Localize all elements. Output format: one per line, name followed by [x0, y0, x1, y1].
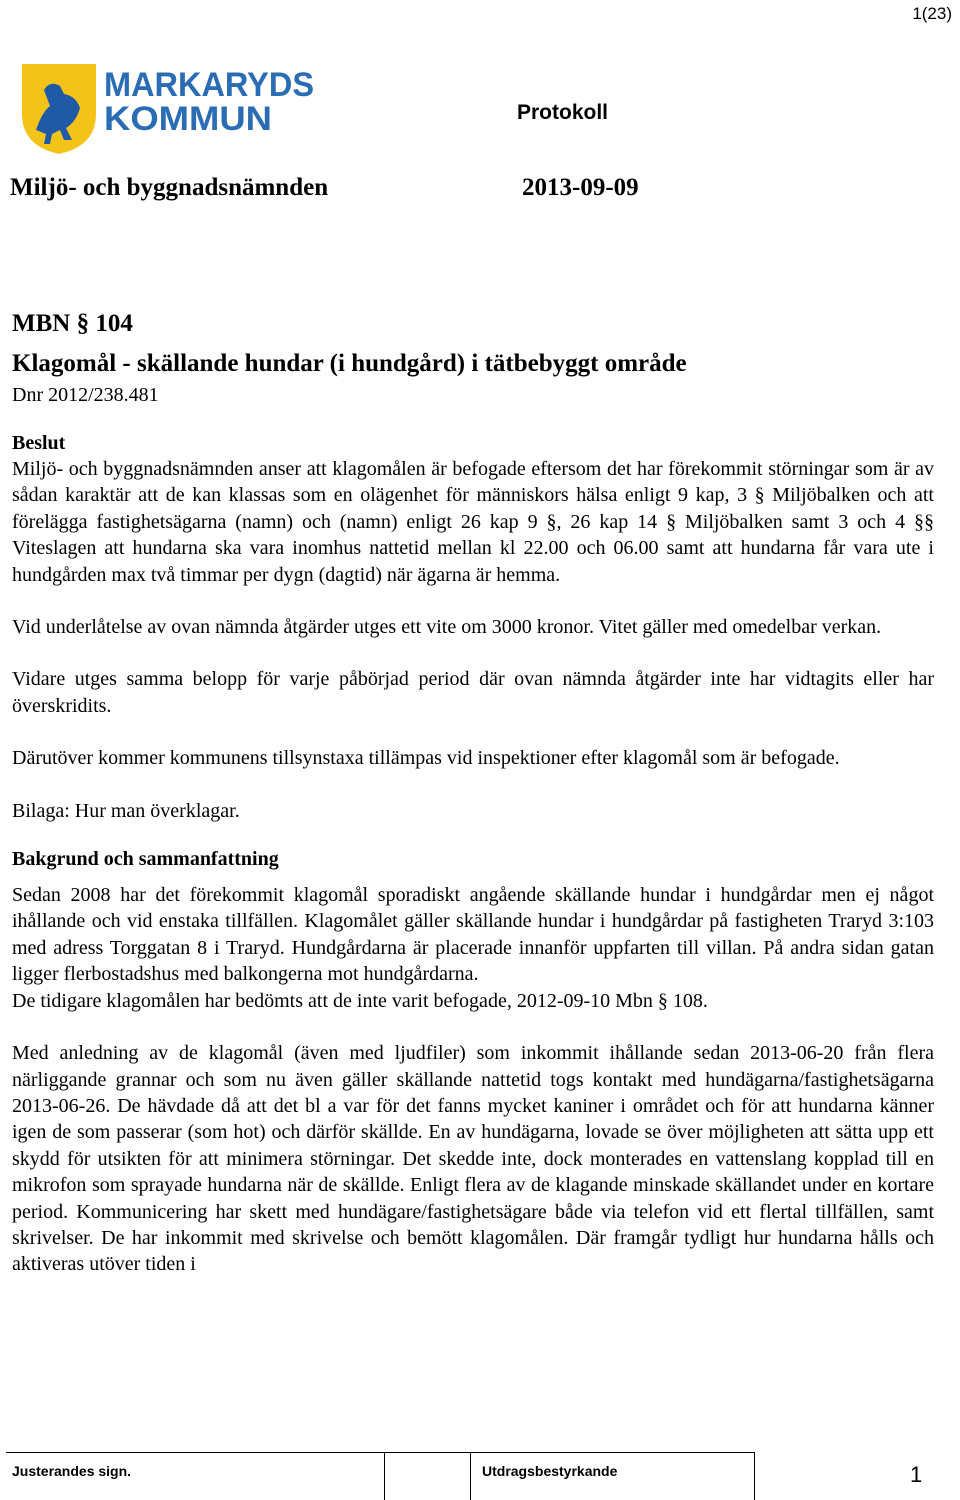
background-paragraph: De tidigare klagomålen har bedömts att de inte varit befogade, 2012-09-10 Mbn § 108.: [12, 989, 708, 1012]
markaryds-kommun-logo: [20, 60, 320, 156]
footer-divider: [470, 1452, 471, 1500]
decision-heading: Beslut: [12, 432, 66, 454]
committee-name: Miljö- och byggnadsnämnden: [10, 174, 329, 201]
footer-divider: [754, 1452, 755, 1500]
footer-page-number: 1: [910, 1462, 923, 1487]
signature-label: Justerandes sign.: [12, 1463, 132, 1479]
extract-certification-label: Utdragsbestyrkande: [482, 1463, 618, 1479]
logo-line-1: MARKARYDS: [104, 66, 314, 104]
footer-divider: [6, 1452, 754, 1453]
decision-paragraph: Vid underlåtelse av ovan nämnda åtgärder utges ett vite om 3000 kronor. Vitet gäller med omedelbar verkan.: [12, 616, 882, 639]
decision-paragraph: Därutöver kommer kommunens tillsynstaxa tillämpas vid inspektioner efter klagomål som är befogade.: [12, 747, 840, 770]
meeting-date: 2013-09-09: [522, 174, 639, 201]
decision-paragraph: Vidare utges samma belopp för varje påbörjad period där ovan nämnda åtgärder inte har vidtagits eller har överskridits.: [12, 668, 934, 717]
case-number: MBN § 104: [12, 310, 133, 337]
decision-paragraph: Miljö- och byggnadsnämnden anser att klagomålen är befogade eftersom det har förekommit störningar som är av sådan karaktär att de kan klassas som en olägenhet för människors hälsa enligt 9 kap, 3 § Miljöbalken och att förelägga fastighetsägarna (namn) och (namn) enligt 26 kap 9 §, 26 kap 14 § Miljöbalken samt 3 och 4 §§ Viteslagen att hundarna ska vara inomhus nattetid mellan kl 22.00 och 06.00 samt att hundarna får vara ute i hundgården max två timmar per dygn (dagtid) när ägarna är hemma.: [12, 458, 934, 586]
logo-line-2: KOMMUN: [104, 100, 272, 138]
diary-number: Dnr 2012/238.481: [12, 384, 159, 406]
background-paragraph: Med anledning av de klagomål (även med ljudfiler) som inkommit ihållande sedan 2013-06-20 från flera närliggande grannar och som nu även gäller skällande nattetid togs kontakt med hundägarna/fastighetsägarna 2013-06-26. De hävdade då att det bl a var för det fanns mycket kaniner i området och för att hundarna känner igen de som passerar (som hot) och därför skällde. En av hundägarna, lovade se över möjligheten att sätta upp ett skydd för utsikten för att minimera störningar. Det skedde inte, dock monterades en vattenslang kopplad till en mikrofon som sprayade hundarna när de skällde. Enligt flera av de klagande minskade skällandet under en kortare period. Kommunicering har skett med hundägare/fastighetsägare både via telefon vid ett flertal tillfällen, samt skrivelser. De har inkommit med skrivelse och bemött klagomålen. Där framgår tydligt hur hundarna hålls och aktiveras utöver tiden i: [12, 1042, 934, 1276]
background-paragraph: Sedan 2008 har det förekommit klagomål sporadiskt angående skällande hundar i hundgårdar men ej något ihållande och vid enstaka tillfällen. Klagomålet gäller skällande hundar i hundgårdar på fastigheten Traryd 3:103 med adress Torggatan 8 i Traryd. Hundgårdarna är placerade innanför uppfarten till villan. På andra sidan gatan ligger flerbostadshus med balkongerna mot hundgårdarna.: [12, 884, 934, 986]
protocol-body: [12, 306, 934, 1278]
page-footer: [0, 1452, 960, 1500]
footer-divider: [384, 1452, 385, 1500]
document-type: Protokoll: [517, 101, 609, 124]
attachment-note: Bilaga: Hur man överklagar.: [12, 799, 240, 822]
background-heading: Bakgrund och sammanfattning: [12, 848, 279, 871]
page-counter: 1(23): [912, 4, 952, 23]
case-title: Klagomål - skällande hundar (i hundgård) i tätbebyggt område: [12, 350, 687, 377]
